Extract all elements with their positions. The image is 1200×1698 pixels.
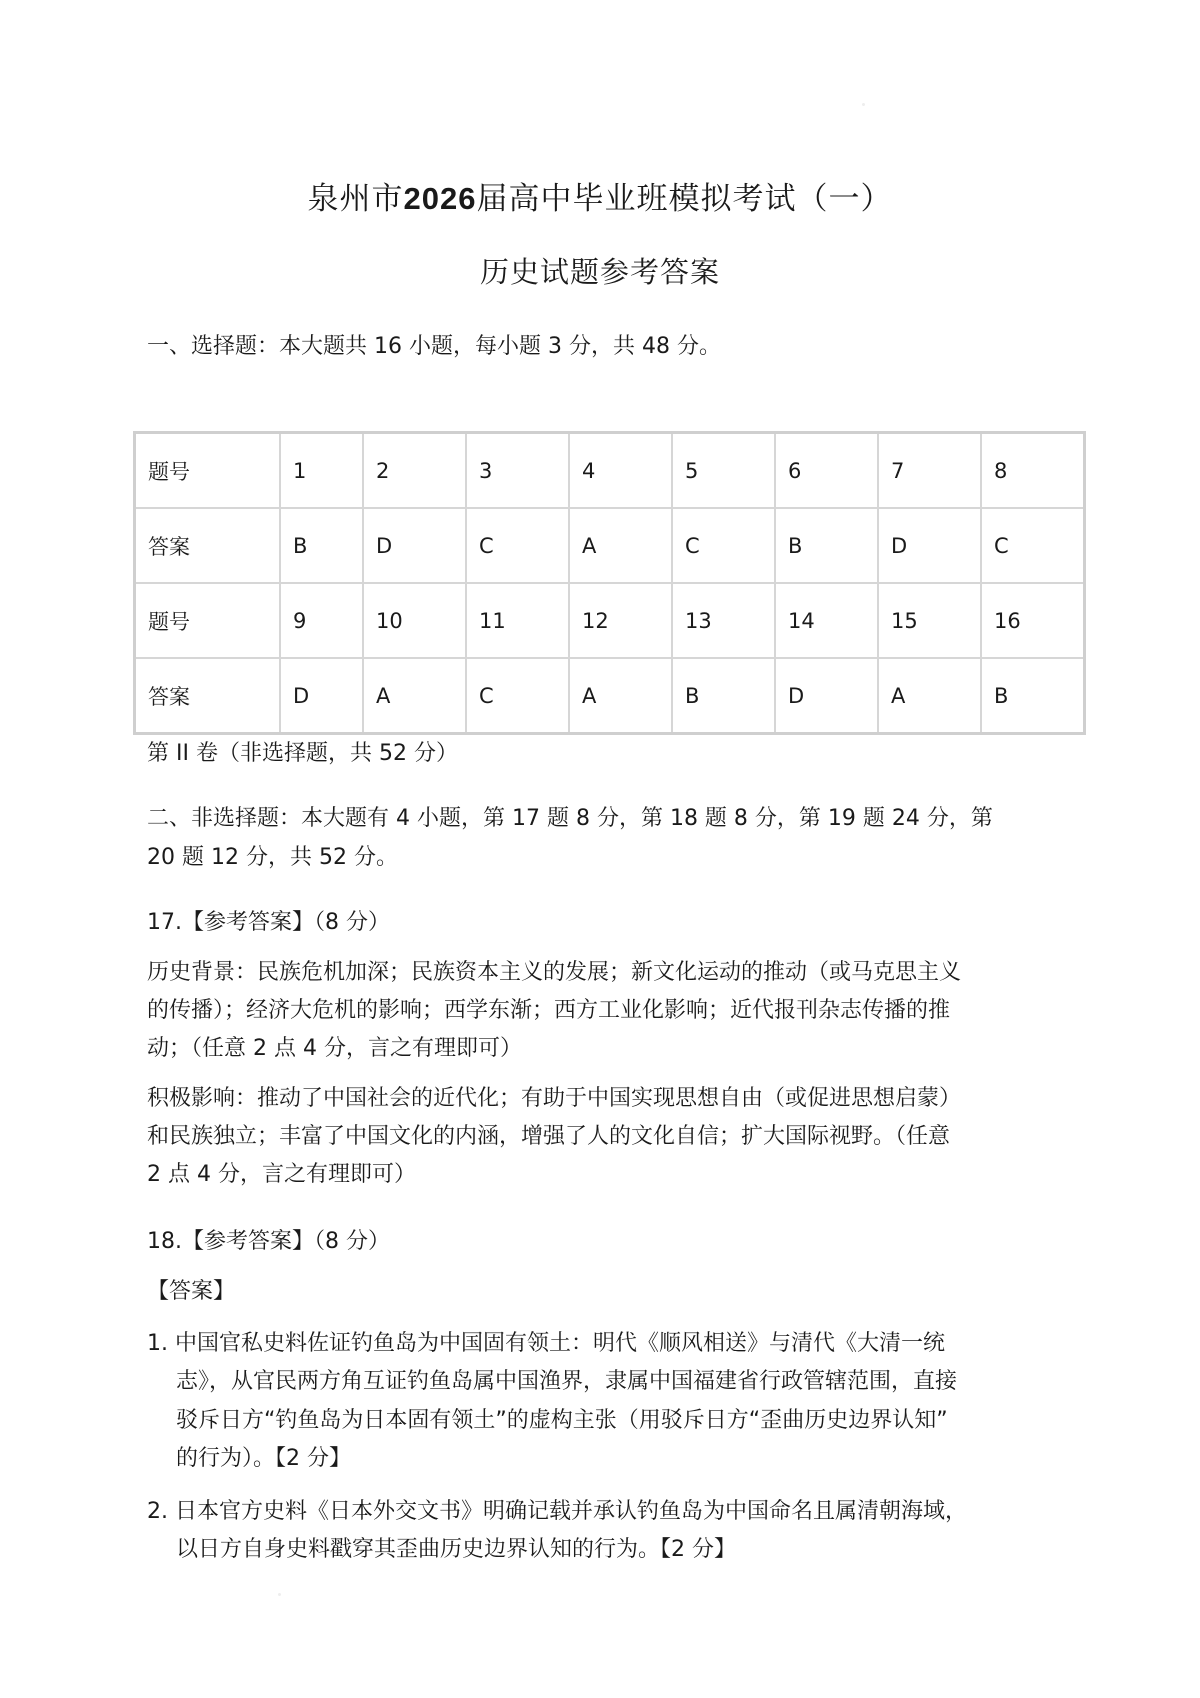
- table-cell: 7: [878, 433, 981, 509]
- table-cell: 11: [466, 583, 569, 658]
- q18-item2-line2: 以日方自身史料戳穿其歪曲历史边界认知的行为。【2 分】: [176, 1537, 736, 1562]
- table-cell: 1: [280, 433, 363, 509]
- table-cell: C: [672, 508, 775, 583]
- table-cell: A: [878, 658, 981, 734]
- table-cell: C: [466, 658, 569, 734]
- answer-table: [133, 431, 1086, 735]
- title-suffix: 届高中毕业班模拟考试（一）: [476, 181, 893, 217]
- table-cell: 9: [280, 583, 363, 658]
- table-row: [135, 658, 1085, 734]
- table-cell: D: [280, 658, 363, 734]
- q18-heading: 18.【参考答案】（8 分）: [147, 1229, 390, 1254]
- table-cell: 2: [363, 433, 466, 509]
- table-cell: 5: [672, 433, 775, 509]
- q17-effect-line2: 和民族独立；丰富了中国文化的内涵，增强了人的文化自信；扩大国际视野。（任意: [147, 1124, 951, 1149]
- section1-heading: 一、选择题：本大题共 16 小题，每小题 3 分，共 48 分。: [147, 334, 721, 359]
- section2-line2: 20 题 12 分，共 52 分。: [147, 845, 398, 870]
- q18-item1-line4: 的行为）。【2 分】: [176, 1446, 351, 1471]
- section2-line1: 二、非选择题：本大题有 4 小题，第 17 题 8 分，第 18 题 8 分，第 19 题 24 分，第: [147, 806, 993, 831]
- table-cell: D: [878, 508, 981, 583]
- title-year: 2026: [403, 181, 477, 216]
- table-cell: C: [981, 508, 1085, 583]
- table-cell: 8: [981, 433, 1085, 509]
- table-row-label: 题号: [135, 583, 281, 658]
- q17-effect-line3: 2 点 4 分，言之有理即可）: [147, 1162, 416, 1187]
- q17-background-line1: 历史背景：民族危机加深；民族资本主义的发展；新文化运动的推动（或马克思主义: [147, 960, 962, 985]
- title-prefix: 泉州市: [307, 181, 404, 217]
- table-cell: 6: [775, 433, 878, 509]
- table-cell: 15: [878, 583, 981, 658]
- table-cell: C: [466, 508, 569, 583]
- q17-effect-line1: 积极影响：推动了中国社会的近代化；有助于中国实现思想自由（或促进思想启蒙）: [147, 1086, 962, 1111]
- table-cell: 13: [672, 583, 775, 658]
- q18-item1-line2: 志》，从官民两方角互证钓鱼岛属中国渔界，隶属中国福建省行政管辖范围，直接: [176, 1369, 958, 1394]
- table-cell: 14: [775, 583, 878, 658]
- scan-speck: [862, 103, 865, 106]
- table-cell: A: [569, 508, 672, 583]
- table-row-label: 答案: [135, 658, 281, 734]
- table-row: [135, 433, 1085, 509]
- table-cell: 16: [981, 583, 1085, 658]
- table-cell: D: [363, 508, 466, 583]
- table-row-label: 题号: [135, 433, 281, 509]
- table-cell: B: [280, 508, 363, 583]
- table-cell: D: [775, 658, 878, 734]
- page-title: [0, 173, 1200, 218]
- table-cell: B: [775, 508, 878, 583]
- q18-item2-line1: 2. 日本官方史料《日本外交文书》明确记载并承认钓鱼岛为中国命名且属清朝海域，: [147, 1499, 967, 1524]
- table-cell: 10: [363, 583, 466, 658]
- table-cell: 4: [569, 433, 672, 509]
- part2-title: 第 II 卷（非选择题，共 52 分）: [147, 741, 458, 766]
- table-cell: B: [981, 658, 1085, 734]
- q18-answer-label: 【答案】: [147, 1279, 236, 1304]
- q18-item1-line1: 1. 中国官私史料佐证钓鱼岛为中国固有领土：明代《顺风相送》与清代《大清一统: [147, 1331, 945, 1356]
- table-row: [135, 508, 1085, 583]
- q17-heading: 17.【参考答案】（8 分）: [147, 910, 390, 935]
- table-cell: B: [672, 658, 775, 734]
- scan-speck: [278, 1593, 281, 1596]
- table-cell: A: [569, 658, 672, 734]
- table-cell: A: [363, 658, 466, 734]
- table-row-label: 答案: [135, 508, 281, 583]
- page-subtitle: 历史试题参考答案: [479, 255, 720, 289]
- q18-item1-line3: 驳斥日方“钓鱼岛为日本固有领土”的虚构主张（用驳斥日方“歪曲历史边界认知”: [176, 1408, 948, 1433]
- table-cell: 12: [569, 583, 672, 658]
- table-cell: 3: [466, 433, 569, 509]
- table-row: [135, 583, 1085, 658]
- q17-background-line3: 动；（任意 2 点 4 分，言之有理即可）: [147, 1036, 522, 1061]
- q17-background-line2: 的传播）；经济大危机的影响；西学东渐；西方工业化影响；近代报刊杂志传播的推: [147, 998, 951, 1023]
